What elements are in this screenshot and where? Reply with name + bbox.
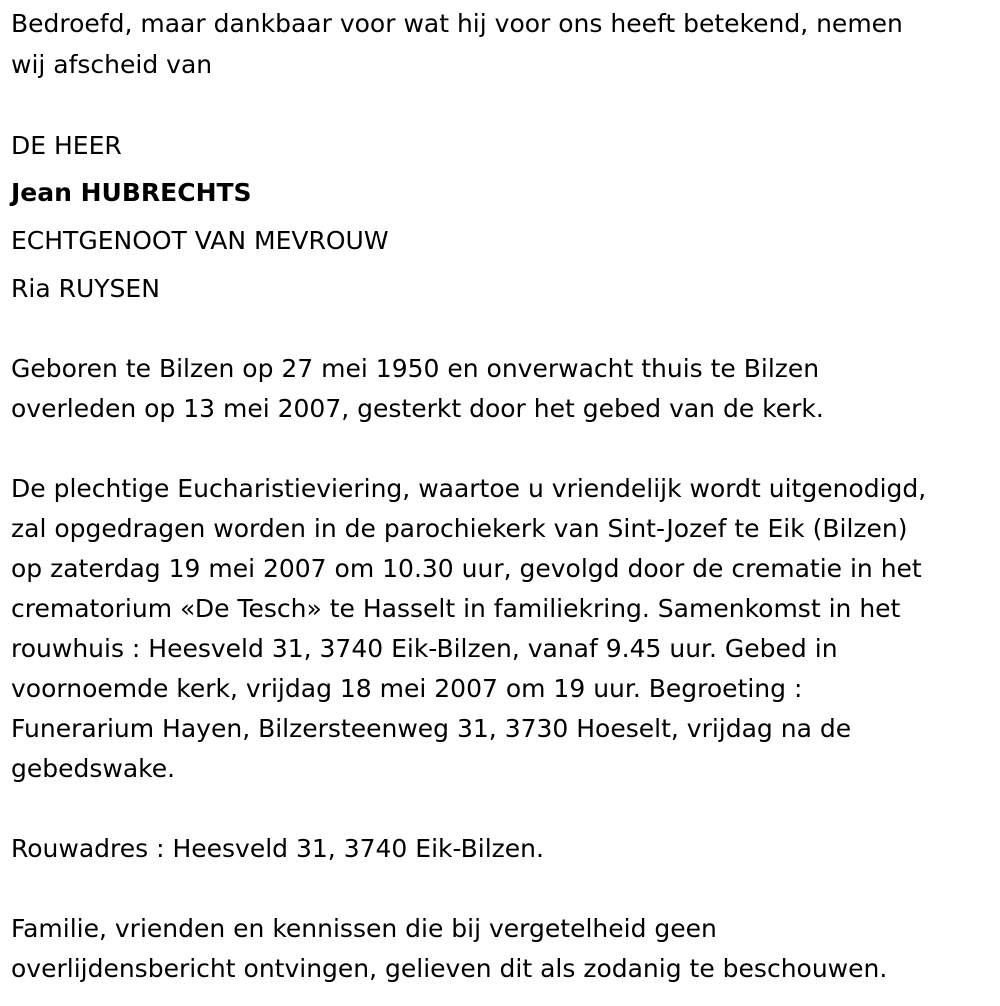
- ceremony-line: Funerarium Hayen, Bilzersteenweg 31, 3730 Hoeselt, vrijdag na de: [11, 714, 852, 743]
- intro-line: Bedroefd, maar dankbaar voor wat hij voor ons heeft betekend, nemen: [11, 9, 903, 38]
- deceased-name: Jean HUBRECHTS: [11, 178, 252, 207]
- deceased-relation: ECHTGENOOT VAN MEVROUW: [11, 226, 389, 255]
- intro-line: wij afscheid van: [11, 50, 213, 79]
- ceremony-line: rouwhuis : Heesveld 31, 3740 Eik-Bilzen, vanaf 9.45 uur. Gebed in: [11, 634, 838, 663]
- spouse-name: Ria RUYSEN: [11, 274, 160, 303]
- ceremony-line: crematorium «De Tesch» te Hasselt in familiekring. Samenkomst in het: [11, 594, 901, 623]
- ceremony-line: zal opgedragen worden in de parochiekerk van Sint-Jozef te Eik (Bilzen): [11, 514, 908, 543]
- ceremony-line: op zaterdag 19 mei 2007 om 10.30 uur, gevolgd door de crematie in het: [11, 554, 922, 583]
- ceremony-line: gebedswake.: [11, 754, 176, 783]
- mourning-address: Rouwadres : Heesveld 31, 3740 Eik-Bilzen.: [11, 834, 544, 863]
- closing-line: overlijdensbericht ontvingen, gelieven dit als zodanig te beschouwen.: [11, 954, 888, 983]
- ceremony-line: De plechtige Eucharistieviering, waartoe u vriendelijk wordt uitgenodigd,: [11, 474, 927, 503]
- deceased-title: DE HEER: [11, 131, 122, 160]
- ceremony-line: voornoemde kerk, vrijdag 18 mei 2007 om 19 uur. Begroeting :: [11, 674, 803, 703]
- closing-line: Familie, vrienden en kennissen die bij vergetelheid geen: [11, 914, 717, 943]
- birth-death-line: overleden op 13 mei 2007, gesterkt door het gebed van de kerk.: [11, 394, 824, 423]
- birth-death-line: Geboren te Bilzen op 27 mei 1950 en onverwacht thuis te Bilzen: [11, 354, 820, 383]
